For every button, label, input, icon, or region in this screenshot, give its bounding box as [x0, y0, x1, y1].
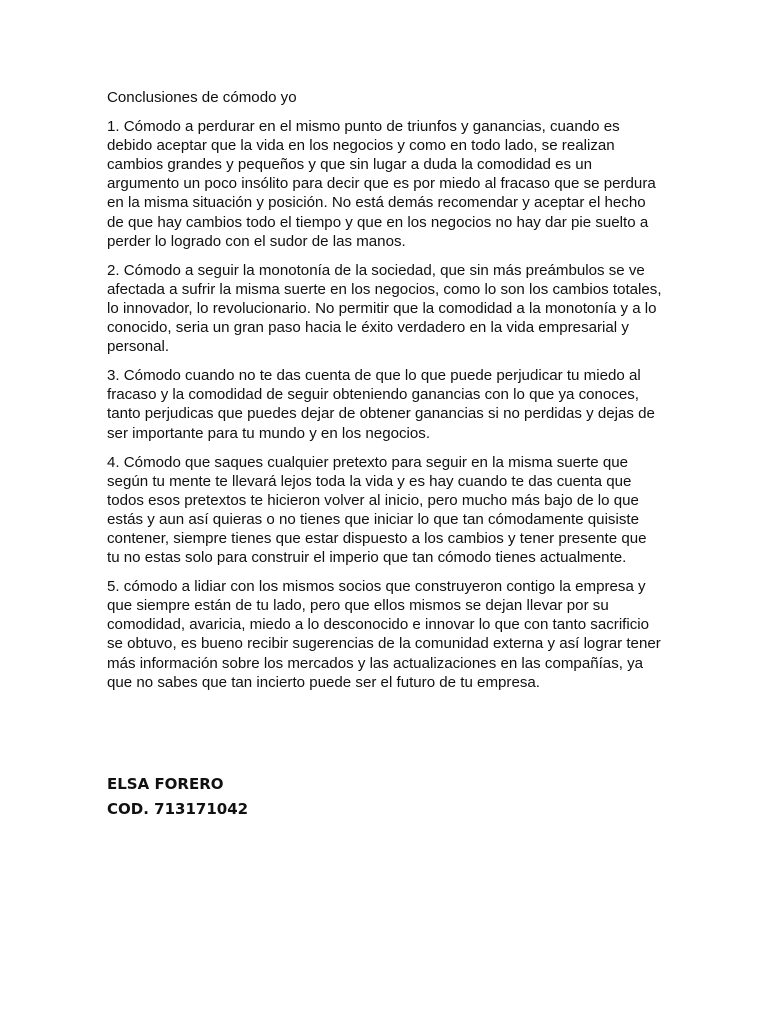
author-name: ELSA FORERO [107, 775, 224, 793]
paragraph-1: 1. Cómodo a perdurar en el mismo punto de triunfos y ganancias, cuando es debido aceptar que la vida en los negocios y como en todo lado, se realizan cambios grandes y pequeños y que sin lugar a duda la comodidad es un argumento un poco insólito para decir que es por miedo al fracaso que se perdura en la misma situación y posición. No está demás recomendar y aceptar el hecho de que hay cambios todo el tiempo y que en los negocios no hay dar pie suelto a perder lo logrado con el sudor de las manos. [107, 118, 656, 250]
document-title: Conclusiones de cómodo yo [107, 89, 297, 106]
document-body [107, 88, 663, 702]
author-code: COD. 713171042 [107, 800, 249, 818]
author-signature-block [107, 772, 248, 822]
paragraph-2: 2. Cómodo a seguir la monotonía de la sociedad, que sin más preámbulos se ve afectada a sufrir la misma suerte en los negocios, como lo son los cambios totales, lo innovador, lo revolucionario. No permitir que la comodidad a la monotonía y a lo conocido, seria un gran paso hacia le éxito verdadero en la vida empresarial y personal. [107, 261, 662, 356]
paragraph-3: 3. Cómodo cuando no te das cuenta de que lo que puede perjudicar tu miedo al fracaso y la comodidad de seguir obteniendo ganancias con lo que ya conoces, tanto perjudicas que puedes dejar de obtener ganancias si no perdidas y dejas de ser importante para tu mundo y en los negocios. [107, 367, 655, 442]
paragraph-4: 4. Cómodo que saques cualquier pretexto para seguir en la misma suerte que según tu mente te llevará lejos toda la vida y es hay cuando te das cuenta que todos esos pretextos te hicieron volver al inicio, pero mucho más bajo de lo que estás y aun así quieras o no tienes que iniciar lo que tan cómodamente quisiste contener, siempre tienes que estar dispuesto a los cambios y tener presente que tu no estas solo para construir el imperio que tan cómodo tienes actualmente. [107, 453, 647, 567]
paragraph-5: 5. cómodo a lidiar con los mismos socios que construyeron contigo la empresa y que siempre están de tu lado, pero que ellos mismos se dejan llevar por su comodidad, avaricia, miedo a lo desconocido e innovar lo que con tanto sacrificio se obtuvo, es bueno recibir sugerencias de la comunidad externa y así lograr tener más información sobre los mercados y las actualizaciones en las compañías, ya que no sabes que tan incierto puede ser el futuro de tu empresa. [107, 578, 661, 691]
